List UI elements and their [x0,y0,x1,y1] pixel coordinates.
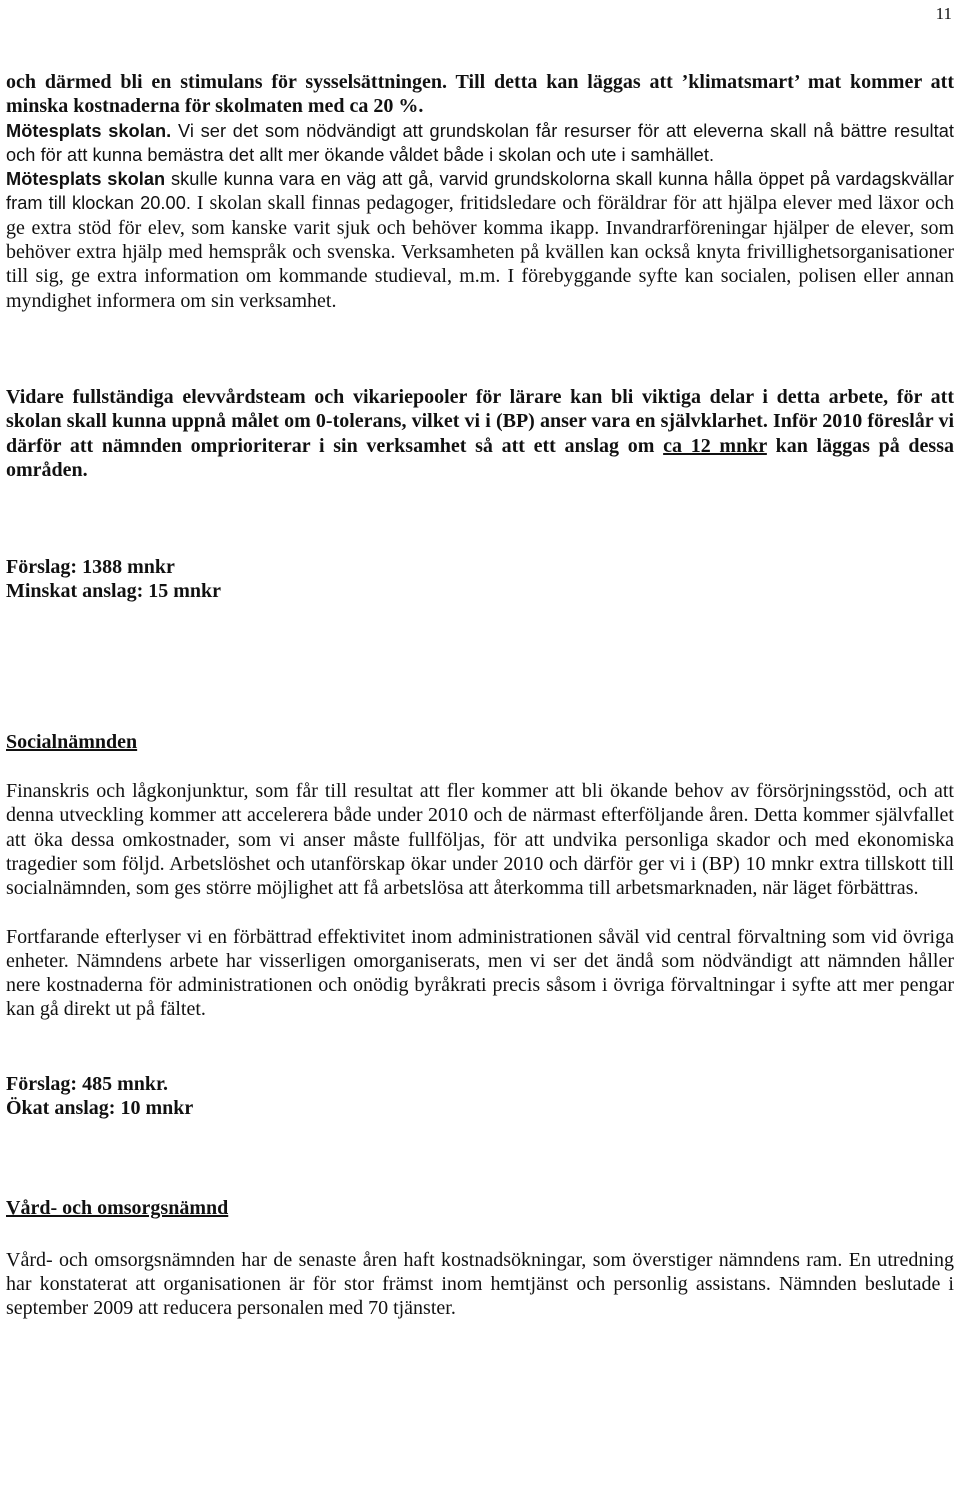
social-forslag: Förslag: 485 mnkr. [6,1072,169,1095]
social-paragraph-1: Finanskris och lågkonjunktur, som får till resultat att fler kommer att bli ökande behov av försörjningsstöd, och att denna utveckling kommer att accelerera både under 2010 och de närmast efterföljande åren. Detta kommer självfallet att öka dessa omkostnader, som vi anser måste fullföljas, för att undvika personliga skador och med ekonomiska tragedier som följd. Arbetslöshet och utanförskap ökar under 2010 och därför ger vi i (BP) 10 mnkr extra tillskott till socialnämnden, som ges större möjlighet att få arbetslösa att återkomma till arbetsmarknaden, när läget förbättras. [6,780,954,900]
school-forslag: Förslag: 1388 mnkr [6,556,175,579]
social-paragraph-2: Fortfarande efterlyser vi en förbättrad effektivitet inom administrationen såväl vid central förvaltning som vid övriga enheter. Nämndens arbete har visserligen omorganiserats, men vi ser det ändå som nödvändigt att nämnden håller nere kostnaderna för administrationen och onödig byråkrati precis såsom i övriga förvaltningar i syfte att mer pengar kan gå direkt ut på fältet. [6,925,954,1021]
page-number: 11 [935,4,952,23]
school-paragraph-evenings [6,167,954,313]
proposal-amount-underlined: ca 12 mnkr [663,434,767,457]
vard-paragraph-1: Vård- och omsorgsnämnden har de senaste åren haft kostnadsökningar, som överstiger nämndens ram. En utredning har konstaterat att organisationen är för stor främst inom hemtjänst och personlig assistans. Nämnden beslutade i september 2009 att reducera personalen med 70 tjänster. [6,1248,954,1320]
school-paragraph-motesplats [6,119,954,168]
motesplats-inline-bold: Mötesplats skolan [6,169,166,190]
school-proposal-paragraph [6,385,954,482]
social-okat-anslag: Ökat anslag: 10 mnkr [6,1097,194,1120]
spacer [6,482,954,555]
proposal-text-a: Vidare fullständiga elevvårdsteam och vikariepooler för lärare kan bli viktiga delar i detta arbete, för att skolan skall kunna uppnå målet om 0-tolerans, vilket vi i (BP) anser vara en självklarhet. Inför 2010 föreslår vi därför att nämnden omprioriterar i sin verksamhet så att ett anslag om [6,385,954,457]
school-paragraph-intro: och därmed bli en stimulans för sysselsättningen. Till detta kan läggas att ’klimatsmart’ mat kommer att minska kostnaderna för skolmaten med ca 20 %. [6,71,954,118]
spacer [6,1221,954,1248]
section-heading-vard-omsorg: Vård- och omsorgsnämnd [6,1197,229,1220]
spacer [6,1022,954,1072]
evenings-sans-text: skulle kunna vara en väg att gå, varvid grundskolorna skall kunna hålla öppet på vardagskvällar fram till klockan 20.00. [6,169,954,214]
document-body [6,70,954,1321]
section-heading-socialnamnden: Socialnämnden [6,730,138,753]
spacer [6,604,954,730]
spacer [6,754,954,779]
proposal-text-b: kan läggas på dessa områden. [6,434,954,481]
motesplats-heading-inline: Mötesplats skolan. [6,120,172,141]
spacer [6,1120,954,1196]
spacer [6,313,954,385]
motesplats-text: Vi ser det som nödvändigt att grundskolan får resurser för att eleverna skall nå bättre resultat och för att kunna bemästra det allt mer ökande våldet både i skolan och ute i samhället. [6,120,954,165]
evenings-serif-text: I skolan skall finnas pedagoger, fritidsledare och föräldrar för att hjälpa elever med läxor och ge extra stöd för elev, som kanske varit sjuk och behöver komma ikapp. Invandrarföreningar hjälper de elever, som behöver extra hjälp med hemspråk och svenska. Verksamheten på kvällen kan också knyta frivillighetsorganisationer till sig, ge extra information om kommande studieval, m.m. I förebyggande syfte kan socialen, polisen eller annan myndighet informera om sin verksamhet. [6,192,954,312]
school-minskat-anslag: Minskat anslag: 15 mnkr [6,580,222,603]
spacer [6,901,954,925]
